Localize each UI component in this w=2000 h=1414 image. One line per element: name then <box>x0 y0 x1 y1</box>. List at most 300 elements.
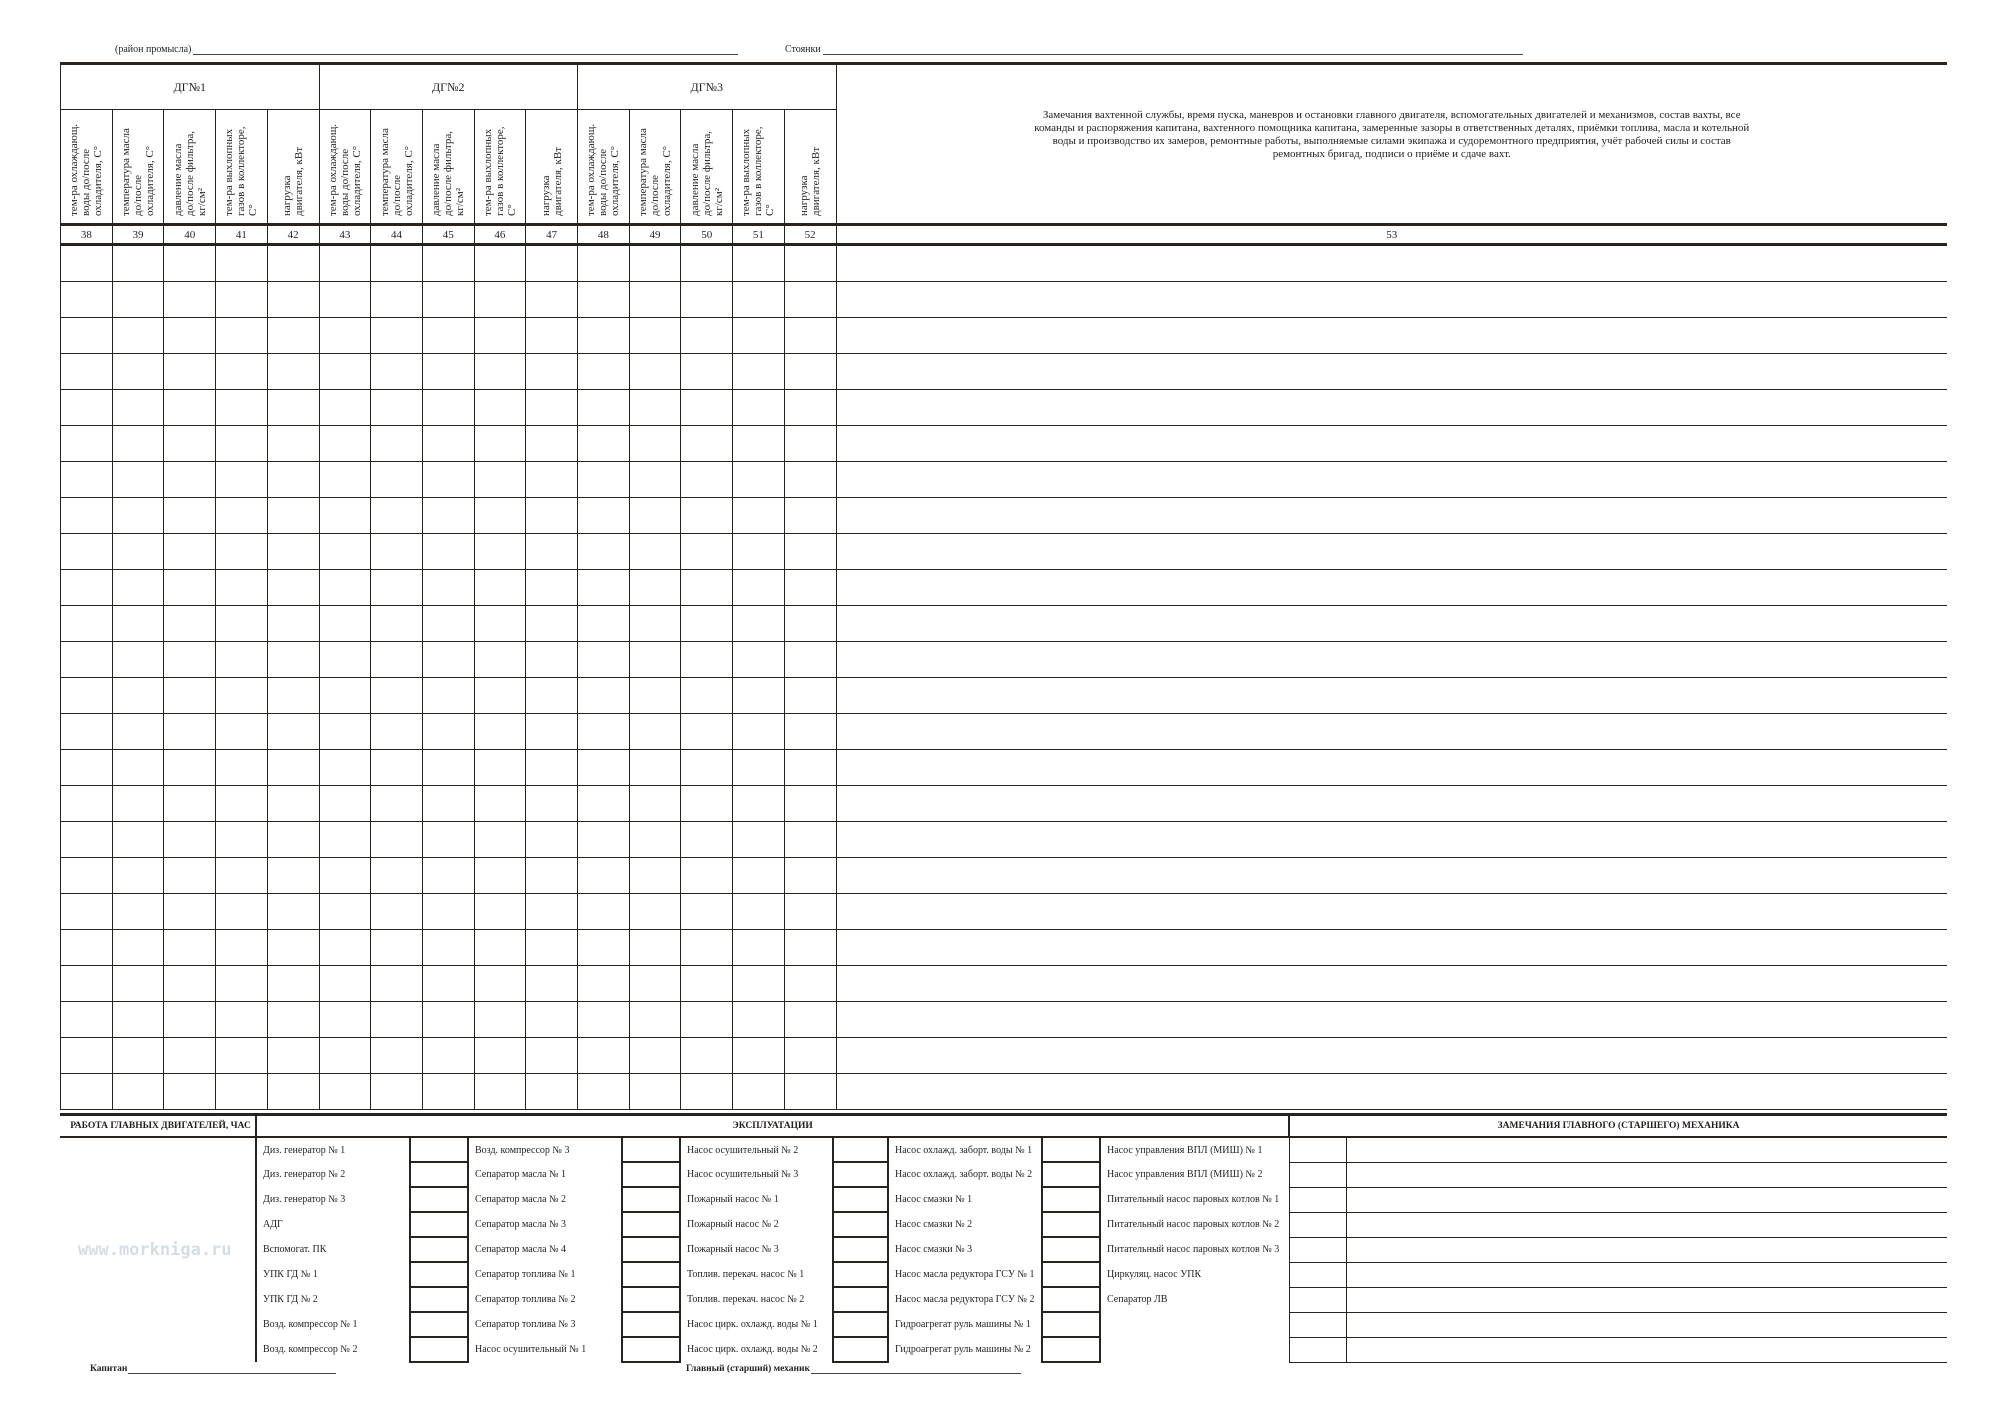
data-cell[interactable] <box>578 642 630 678</box>
data-cell[interactable] <box>319 1074 371 1110</box>
data-cell[interactable] <box>216 462 268 498</box>
data-cell[interactable] <box>61 282 113 318</box>
data-cell[interactable] <box>733 282 785 318</box>
data-cell[interactable] <box>61 858 113 894</box>
remarks-cell[interactable] <box>836 390 1947 426</box>
data-cell[interactable] <box>112 606 164 642</box>
data-cell[interactable] <box>578 894 630 930</box>
data-cell[interactable] <box>371 678 423 714</box>
chief-remarks-cell[interactable] <box>1346 1187 1947 1212</box>
data-cell[interactable] <box>371 354 423 390</box>
data-cell[interactable] <box>61 678 113 714</box>
data-cell[interactable] <box>61 426 113 462</box>
data-cell[interactable] <box>681 966 733 1002</box>
data-cell[interactable] <box>164 1074 216 1110</box>
area-input-line[interactable] <box>193 44 738 55</box>
remarks-cell[interactable] <box>836 1038 1947 1074</box>
hours-input-box[interactable] <box>1042 1212 1100 1237</box>
data-cell[interactable] <box>267 858 319 894</box>
data-cell[interactable] <box>474 245 526 282</box>
data-cell[interactable] <box>474 462 526 498</box>
data-cell[interactable] <box>267 462 319 498</box>
data-cell[interactable] <box>578 570 630 606</box>
data-cell[interactable] <box>629 930 681 966</box>
data-cell[interactable] <box>681 426 733 462</box>
data-cell[interactable] <box>733 354 785 390</box>
data-cell[interactable] <box>216 642 268 678</box>
data-cell[interactable] <box>164 858 216 894</box>
hours-input-box[interactable] <box>410 1212 468 1237</box>
data-cell[interactable] <box>164 822 216 858</box>
hours-input-box[interactable] <box>833 1187 888 1212</box>
data-cell[interactable] <box>319 534 371 570</box>
data-cell[interactable] <box>681 678 733 714</box>
data-cell[interactable] <box>164 930 216 966</box>
remarks-cell[interactable] <box>836 282 1947 318</box>
data-cell[interactable] <box>629 858 681 894</box>
data-cell[interactable] <box>61 930 113 966</box>
data-cell[interactable] <box>733 426 785 462</box>
data-cell[interactable] <box>216 534 268 570</box>
data-cell[interactable] <box>112 534 164 570</box>
data-cell[interactable] <box>784 534 836 570</box>
data-cell[interactable] <box>216 858 268 894</box>
data-cell[interactable] <box>629 282 681 318</box>
data-cell[interactable] <box>733 930 785 966</box>
chief-remarks-cell[interactable] <box>1346 1337 1947 1362</box>
chief-remarks-date-cell[interactable] <box>1289 1337 1346 1362</box>
data-cell[interactable] <box>681 1002 733 1038</box>
data-cell[interactable] <box>629 570 681 606</box>
data-cell[interactable] <box>733 498 785 534</box>
chief-engineer-signature-line[interactable] <box>811 1363 1021 1374</box>
data-cell[interactable] <box>164 318 216 354</box>
chief-remarks-date-cell[interactable] <box>1289 1187 1346 1212</box>
data-cell[interactable] <box>216 498 268 534</box>
data-cell[interactable] <box>216 678 268 714</box>
data-cell[interactable] <box>784 606 836 642</box>
chief-remarks-cell[interactable] <box>1346 1162 1947 1187</box>
data-cell[interactable] <box>164 642 216 678</box>
data-cell[interactable] <box>733 1038 785 1074</box>
data-cell[interactable] <box>474 354 526 390</box>
data-cell[interactable] <box>474 714 526 750</box>
data-cell[interactable] <box>578 318 630 354</box>
data-cell[interactable] <box>164 245 216 282</box>
data-cell[interactable] <box>629 426 681 462</box>
data-cell[interactable] <box>216 606 268 642</box>
hours-input-box[interactable] <box>622 1312 680 1337</box>
data-cell[interactable] <box>112 714 164 750</box>
data-cell[interactable] <box>422 462 474 498</box>
data-cell[interactable] <box>61 390 113 426</box>
data-cell[interactable] <box>474 606 526 642</box>
data-cell[interactable] <box>784 1002 836 1038</box>
data-cell[interactable] <box>319 318 371 354</box>
data-cell[interactable] <box>733 966 785 1002</box>
data-cell[interactable] <box>526 426 578 462</box>
hours-input-box[interactable] <box>410 1187 468 1212</box>
data-cell[interactable] <box>474 318 526 354</box>
data-cell[interactable] <box>733 678 785 714</box>
data-cell[interactable] <box>371 498 423 534</box>
data-cell[interactable] <box>422 642 474 678</box>
data-cell[interactable] <box>422 750 474 786</box>
remarks-cell[interactable] <box>836 894 1947 930</box>
data-cell[interactable] <box>784 858 836 894</box>
data-cell[interactable] <box>578 750 630 786</box>
data-cell[interactable] <box>733 534 785 570</box>
data-cell[interactable] <box>474 786 526 822</box>
remarks-cell[interactable] <box>836 750 1947 786</box>
data-cell[interactable] <box>319 426 371 462</box>
data-cell[interactable] <box>784 642 836 678</box>
data-cell[interactable] <box>578 858 630 894</box>
data-cell[interactable] <box>784 462 836 498</box>
data-cell[interactable] <box>526 894 578 930</box>
data-cell[interactable] <box>526 498 578 534</box>
data-cell[interactable] <box>733 822 785 858</box>
data-cell[interactable] <box>784 570 836 606</box>
data-cell[interactable] <box>216 570 268 606</box>
remarks-cell[interactable] <box>836 858 1947 894</box>
hours-input-box[interactable] <box>1042 1187 1100 1212</box>
remarks-cell[interactable] <box>836 1002 1947 1038</box>
data-cell[interactable] <box>112 498 164 534</box>
hours-input-box[interactable] <box>1042 1337 1100 1362</box>
data-cell[interactable] <box>112 245 164 282</box>
data-cell[interactable] <box>526 858 578 894</box>
data-cell[interactable] <box>371 1002 423 1038</box>
data-cell[interactable] <box>629 642 681 678</box>
data-cell[interactable] <box>216 966 268 1002</box>
data-cell[interactable] <box>784 318 836 354</box>
remarks-cell[interactable] <box>836 678 1947 714</box>
data-cell[interactable] <box>267 1038 319 1074</box>
hours-input-box[interactable] <box>833 1337 888 1362</box>
data-cell[interactable] <box>112 858 164 894</box>
data-cell[interactable] <box>681 570 733 606</box>
data-cell[interactable] <box>319 858 371 894</box>
data-cell[interactable] <box>681 642 733 678</box>
hours-input-box[interactable] <box>833 1262 888 1287</box>
data-cell[interactable] <box>422 786 474 822</box>
chief-remarks-date-cell[interactable] <box>1289 1312 1346 1337</box>
data-cell[interactable] <box>474 930 526 966</box>
data-cell[interactable] <box>681 282 733 318</box>
data-cell[interactable] <box>629 750 681 786</box>
data-cell[interactable] <box>784 1074 836 1110</box>
data-cell[interactable] <box>784 245 836 282</box>
data-cell[interactable] <box>681 750 733 786</box>
data-cell[interactable] <box>474 678 526 714</box>
data-cell[interactable] <box>474 858 526 894</box>
data-cell[interactable] <box>474 498 526 534</box>
remarks-cell[interactable] <box>836 822 1947 858</box>
data-cell[interactable] <box>267 678 319 714</box>
data-cell[interactable] <box>681 498 733 534</box>
data-cell[interactable] <box>681 822 733 858</box>
data-cell[interactable] <box>578 714 630 750</box>
data-cell[interactable] <box>422 570 474 606</box>
data-cell[interactable] <box>784 354 836 390</box>
data-cell[interactable] <box>164 534 216 570</box>
data-cell[interactable] <box>267 966 319 1002</box>
data-cell[interactable] <box>164 786 216 822</box>
data-cell[interactable] <box>267 642 319 678</box>
data-cell[interactable] <box>422 822 474 858</box>
chief-remarks-cell[interactable] <box>1346 1237 1947 1262</box>
chief-remarks-date-cell[interactable] <box>1289 1137 1346 1162</box>
remarks-cell[interactable] <box>836 642 1947 678</box>
data-cell[interactable] <box>784 426 836 462</box>
data-cell[interactable] <box>733 786 785 822</box>
data-cell[interactable] <box>681 390 733 426</box>
chief-remarks-date-cell[interactable] <box>1289 1212 1346 1237</box>
data-cell[interactable] <box>267 714 319 750</box>
data-cell[interactable] <box>61 1074 113 1110</box>
data-cell[interactable] <box>526 678 578 714</box>
data-cell[interactable] <box>784 750 836 786</box>
data-cell[interactable] <box>216 750 268 786</box>
data-cell[interactable] <box>422 426 474 462</box>
data-cell[interactable] <box>629 1002 681 1038</box>
data-cell[interactable] <box>474 534 526 570</box>
data-cell[interactable] <box>61 1002 113 1038</box>
data-cell[interactable] <box>319 642 371 678</box>
data-cell[interactable] <box>578 534 630 570</box>
data-cell[interactable] <box>422 894 474 930</box>
data-cell[interactable] <box>371 714 423 750</box>
data-cell[interactable] <box>371 318 423 354</box>
data-cell[interactable] <box>164 462 216 498</box>
data-cell[interactable] <box>629 245 681 282</box>
data-cell[interactable] <box>578 462 630 498</box>
data-cell[interactable] <box>371 894 423 930</box>
data-cell[interactable] <box>267 750 319 786</box>
data-cell[interactable] <box>526 245 578 282</box>
data-cell[interactable] <box>61 750 113 786</box>
hours-input-box[interactable] <box>622 1262 680 1287</box>
data-cell[interactable] <box>267 390 319 426</box>
data-cell[interactable] <box>629 714 681 750</box>
data-cell[interactable] <box>681 606 733 642</box>
data-cell[interactable] <box>371 1038 423 1074</box>
data-cell[interactable] <box>474 966 526 1002</box>
data-cell[interactable] <box>733 570 785 606</box>
data-cell[interactable] <box>216 354 268 390</box>
data-cell[interactable] <box>422 1002 474 1038</box>
data-cell[interactable] <box>733 750 785 786</box>
data-cell[interactable] <box>578 786 630 822</box>
data-cell[interactable] <box>61 570 113 606</box>
data-cell[interactable] <box>164 1038 216 1074</box>
data-cell[interactable] <box>784 786 836 822</box>
remarks-cell[interactable] <box>836 570 1947 606</box>
data-cell[interactable] <box>733 390 785 426</box>
data-cell[interactable] <box>784 714 836 750</box>
stops-input-line[interactable] <box>823 44 1523 55</box>
data-cell[interactable] <box>61 714 113 750</box>
hours-input-box[interactable] <box>1042 1287 1100 1312</box>
data-cell[interactable] <box>681 534 733 570</box>
data-cell[interactable] <box>733 1074 785 1110</box>
data-cell[interactable] <box>629 462 681 498</box>
remarks-cell[interactable] <box>836 966 1947 1002</box>
data-cell[interactable] <box>526 390 578 426</box>
data-cell[interactable] <box>61 245 113 282</box>
data-cell[interactable] <box>371 390 423 426</box>
data-cell[interactable] <box>164 714 216 750</box>
data-cell[interactable] <box>526 534 578 570</box>
data-cell[interactable] <box>681 1074 733 1110</box>
data-cell[interactable] <box>164 1002 216 1038</box>
data-cell[interactable] <box>319 282 371 318</box>
data-cell[interactable] <box>164 894 216 930</box>
data-cell[interactable] <box>578 678 630 714</box>
hours-input-box[interactable] <box>833 1287 888 1312</box>
data-cell[interactable] <box>422 498 474 534</box>
chief-remarks-cell[interactable] <box>1346 1312 1947 1337</box>
data-cell[interactable] <box>526 282 578 318</box>
data-cell[interactable] <box>371 822 423 858</box>
data-cell[interactable] <box>629 390 681 426</box>
data-cell[interactable] <box>784 966 836 1002</box>
data-cell[interactable] <box>112 786 164 822</box>
data-cell[interactable] <box>319 245 371 282</box>
remarks-cell[interactable] <box>836 245 1947 282</box>
data-cell[interactable] <box>526 1002 578 1038</box>
data-cell[interactable] <box>112 1002 164 1038</box>
data-cell[interactable] <box>267 606 319 642</box>
data-cell[interactable] <box>474 1074 526 1110</box>
hours-input-box[interactable] <box>410 1262 468 1287</box>
data-cell[interactable] <box>267 1002 319 1038</box>
data-cell[interactable] <box>681 318 733 354</box>
data-cell[interactable] <box>422 390 474 426</box>
data-cell[interactable] <box>526 642 578 678</box>
data-cell[interactable] <box>422 282 474 318</box>
data-cell[interactable] <box>629 1038 681 1074</box>
data-cell[interactable] <box>733 894 785 930</box>
remarks-cell[interactable] <box>836 786 1947 822</box>
data-cell[interactable] <box>112 894 164 930</box>
data-cell[interactable] <box>319 570 371 606</box>
data-cell[interactable] <box>526 786 578 822</box>
data-cell[interactable] <box>112 750 164 786</box>
data-cell[interactable] <box>629 786 681 822</box>
data-cell[interactable] <box>319 930 371 966</box>
data-cell[interactable] <box>371 786 423 822</box>
data-cell[interactable] <box>371 245 423 282</box>
data-cell[interactable] <box>422 714 474 750</box>
data-cell[interactable] <box>267 245 319 282</box>
data-cell[interactable] <box>578 1074 630 1110</box>
data-cell[interactable] <box>371 426 423 462</box>
data-cell[interactable] <box>733 714 785 750</box>
data-cell[interactable] <box>629 318 681 354</box>
data-cell[interactable] <box>371 930 423 966</box>
data-cell[interactable] <box>784 282 836 318</box>
data-cell[interactable] <box>526 822 578 858</box>
data-cell[interactable] <box>216 1074 268 1110</box>
data-cell[interactable] <box>784 498 836 534</box>
data-cell[interactable] <box>164 282 216 318</box>
data-cell[interactable] <box>216 282 268 318</box>
data-cell[interactable] <box>61 822 113 858</box>
data-cell[interactable] <box>526 714 578 750</box>
hours-input-box[interactable] <box>410 1137 468 1162</box>
data-cell[interactable] <box>474 390 526 426</box>
data-cell[interactable] <box>422 245 474 282</box>
data-cell[interactable] <box>216 714 268 750</box>
remarks-cell[interactable] <box>836 354 1947 390</box>
data-cell[interactable] <box>319 462 371 498</box>
data-cell[interactable] <box>61 498 113 534</box>
data-cell[interactable] <box>578 966 630 1002</box>
data-cell[interactable] <box>733 462 785 498</box>
chief-remarks-date-cell[interactable] <box>1289 1162 1346 1187</box>
remarks-cell[interactable] <box>836 426 1947 462</box>
data-cell[interactable] <box>526 1074 578 1110</box>
data-cell[interactable] <box>112 570 164 606</box>
data-cell[interactable] <box>733 642 785 678</box>
remarks-cell[interactable] <box>836 318 1947 354</box>
hours-input-box[interactable] <box>410 1287 468 1312</box>
data-cell[interactable] <box>112 390 164 426</box>
hours-input-box[interactable] <box>1042 1137 1100 1162</box>
data-cell[interactable] <box>112 354 164 390</box>
data-cell[interactable] <box>578 1038 630 1074</box>
data-cell[interactable] <box>681 930 733 966</box>
data-cell[interactable] <box>319 1002 371 1038</box>
data-cell[interactable] <box>164 966 216 1002</box>
data-cell[interactable] <box>267 354 319 390</box>
hours-input-box[interactable] <box>833 1137 888 1162</box>
data-cell[interactable] <box>371 462 423 498</box>
hours-input-box[interactable] <box>1042 1262 1100 1287</box>
data-cell[interactable] <box>164 426 216 462</box>
data-cell[interactable] <box>371 606 423 642</box>
data-cell[interactable] <box>526 570 578 606</box>
data-cell[interactable] <box>319 606 371 642</box>
data-cell[interactable] <box>422 606 474 642</box>
data-cell[interactable] <box>526 750 578 786</box>
data-cell[interactable] <box>371 534 423 570</box>
data-cell[interactable] <box>578 1002 630 1038</box>
data-cell[interactable] <box>629 498 681 534</box>
data-cell[interactable] <box>164 390 216 426</box>
data-cell[interactable] <box>267 822 319 858</box>
data-cell[interactable] <box>578 498 630 534</box>
data-cell[interactable] <box>216 426 268 462</box>
data-cell[interactable] <box>371 750 423 786</box>
hours-input-box[interactable] <box>833 1312 888 1337</box>
data-cell[interactable] <box>578 426 630 462</box>
data-cell[interactable] <box>216 1038 268 1074</box>
chief-remarks-cell[interactable] <box>1346 1137 1947 1162</box>
data-cell[interactable] <box>112 1074 164 1110</box>
data-cell[interactable] <box>681 858 733 894</box>
data-cell[interactable] <box>422 1038 474 1074</box>
data-cell[interactable] <box>526 354 578 390</box>
remarks-cell[interactable] <box>836 606 1947 642</box>
data-cell[interactable] <box>526 462 578 498</box>
data-cell[interactable] <box>474 1038 526 1074</box>
data-cell[interactable] <box>319 498 371 534</box>
hours-input-box[interactable] <box>410 1337 468 1362</box>
data-cell[interactable] <box>629 534 681 570</box>
